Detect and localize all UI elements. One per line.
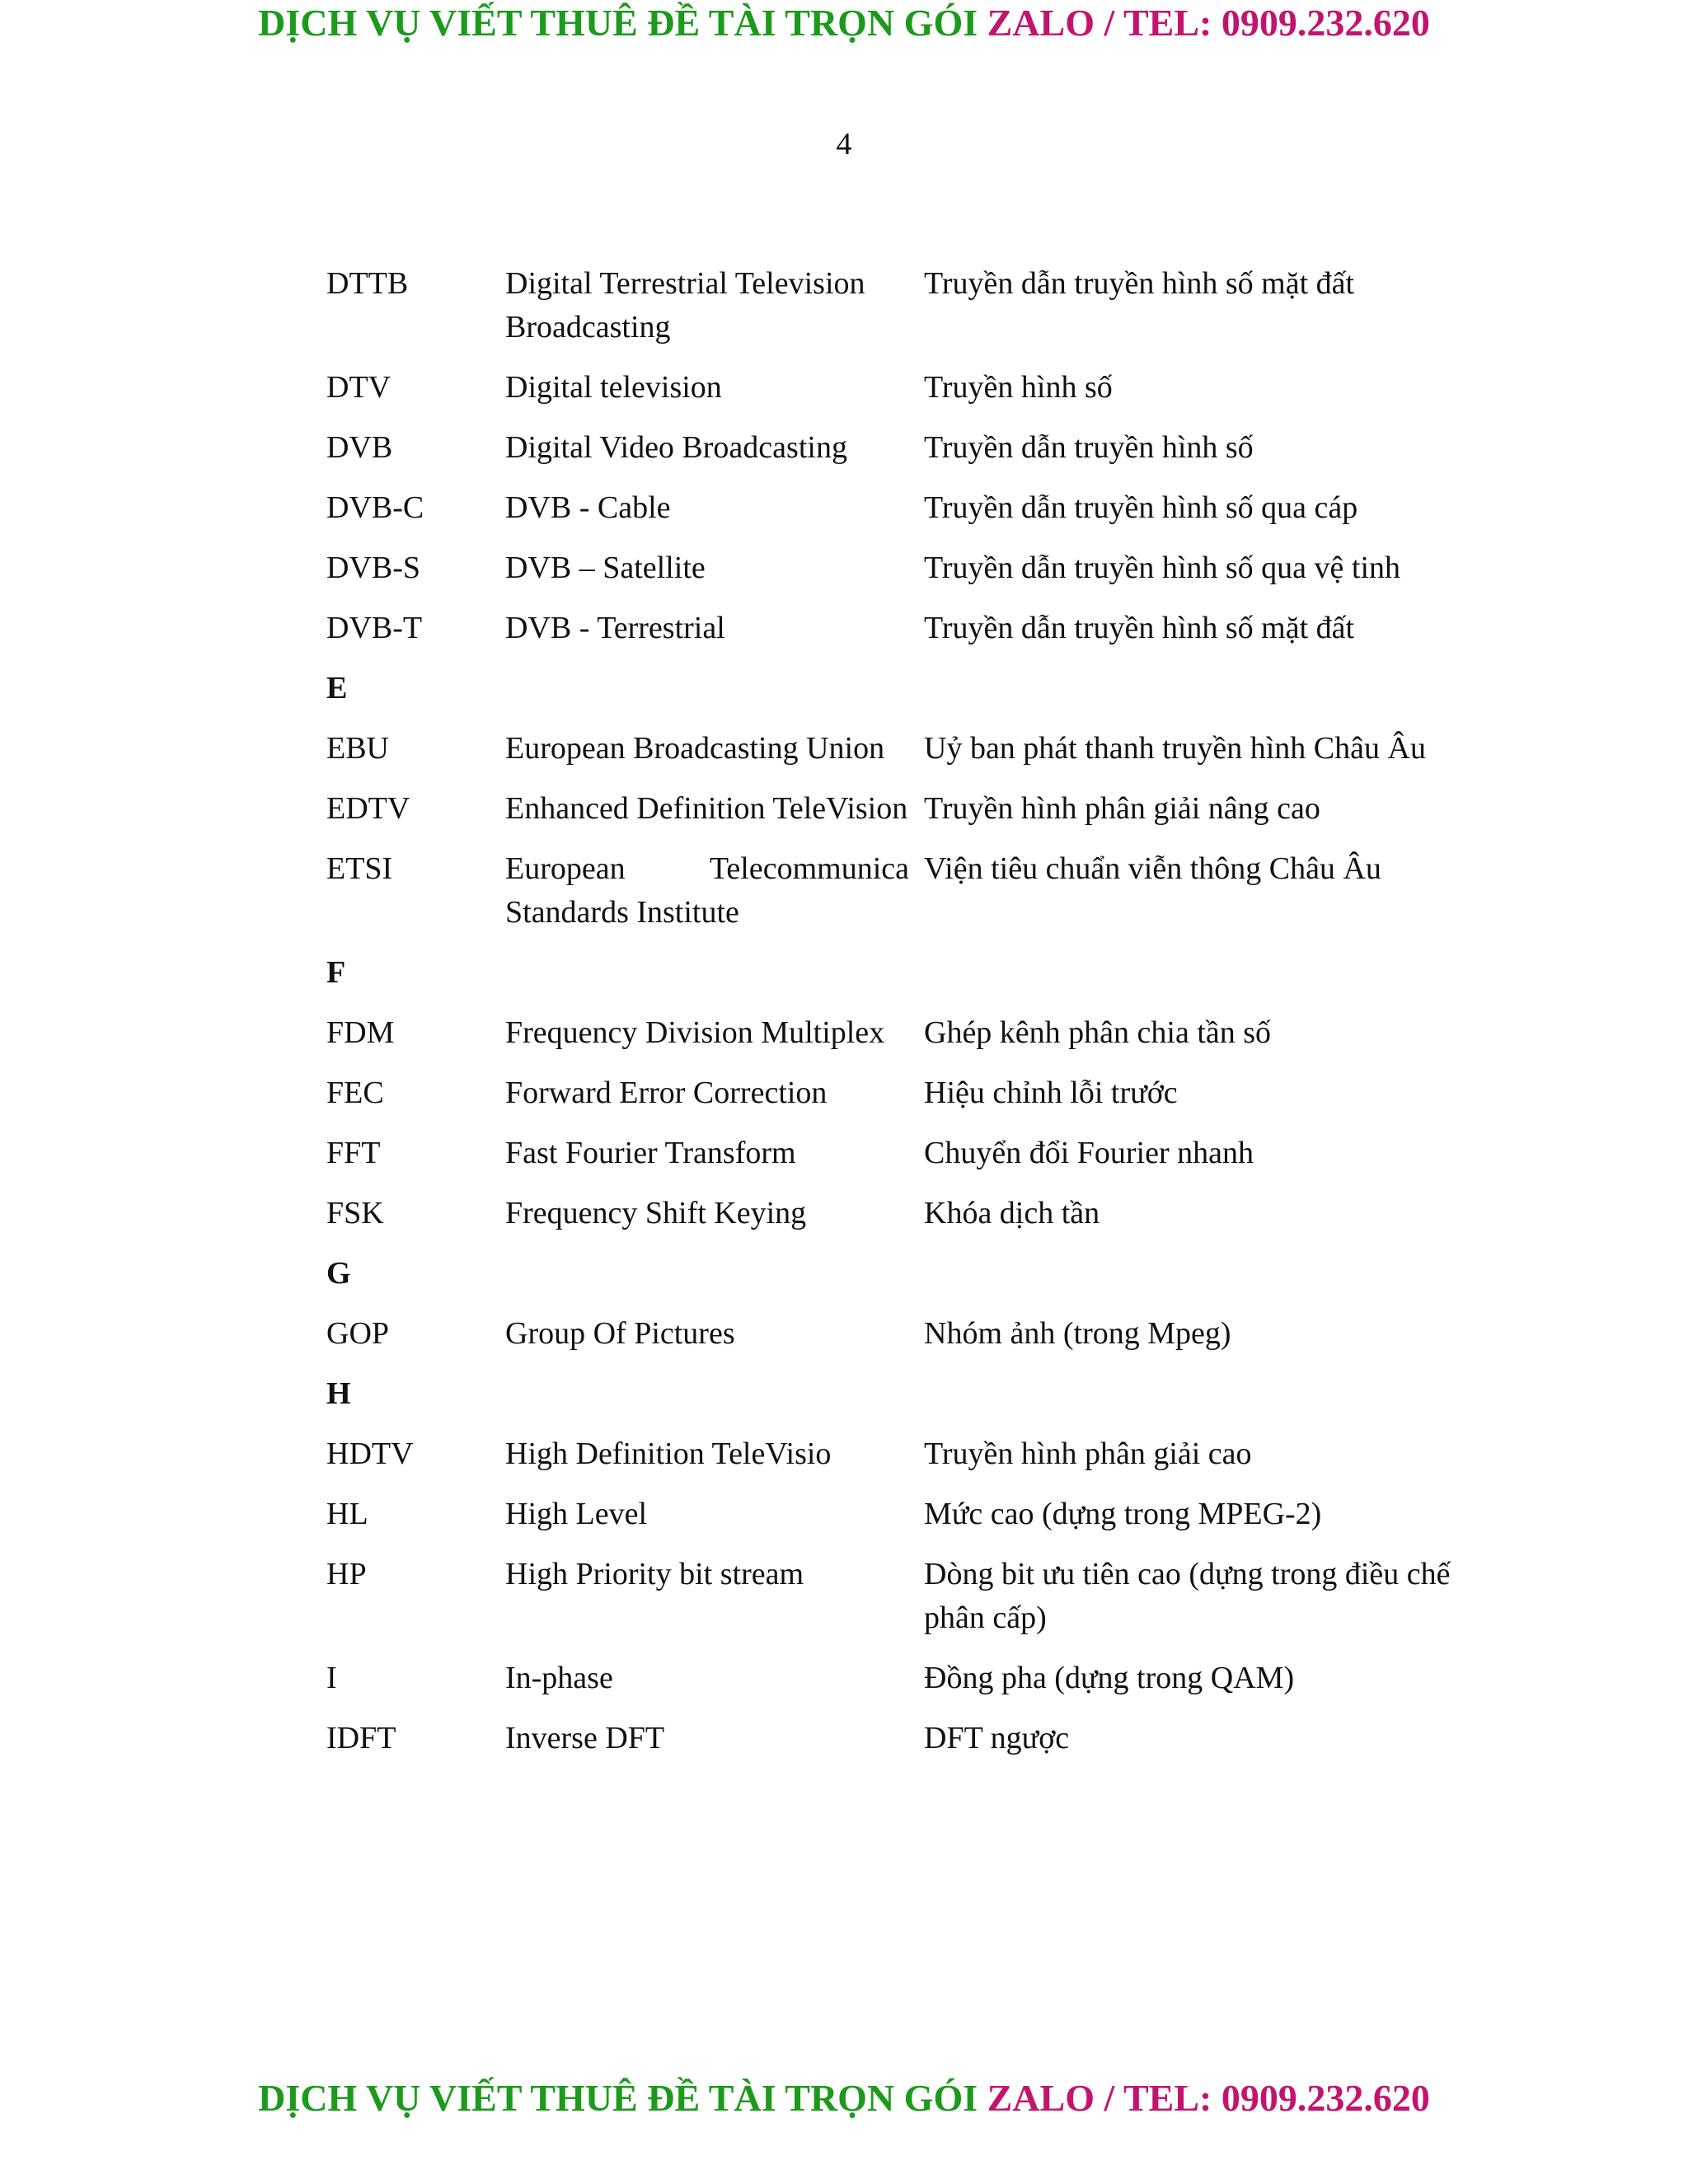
abbreviation: I	[326, 1661, 337, 1695]
english-term: Digital television	[505, 370, 722, 405]
vietnamese-term: Truyền hình phân giải nâng cao	[924, 791, 1320, 826]
english-term: DVB - Terrestrial	[505, 611, 725, 645]
header-contact-text: ZALO / TEL: 0909.232.620	[987, 2, 1430, 44]
english-term: Digital Terrestrial Television Broadcasting	[505, 266, 865, 344]
glossary-row	[326, 1657, 1464, 1700]
english-term: European Telecommunica Standards Institute	[505, 851, 909, 930]
footer-service-text: DỊCH VỤ VIẾT THUÊ ĐỀ TÀI TRỌN GÓI	[258, 2077, 978, 2119]
glossary-row	[326, 546, 1464, 590]
glossary-row	[326, 426, 1464, 470]
footer-contact-text: ZALO / TEL: 0909.232.620	[987, 2077, 1430, 2119]
english-term: High Priority bit stream	[505, 1557, 804, 1591]
section-letter: F	[326, 955, 346, 990]
english-term: High Definition TeleVisio	[505, 1436, 832, 1471]
english-term: Fast Fourier Transform	[505, 1136, 796, 1170]
vietnamese-term: Truyền dẫn truyền hình số qua cáp	[924, 490, 1358, 525]
abbreviation: FEC	[326, 1076, 384, 1110]
abbreviation: GOP	[326, 1316, 390, 1351]
vietnamese-term: Truyền dẫn truyền hình số qua vệ tinh	[924, 551, 1401, 585]
vietnamese-term: Hiệu chỉnh lỗi trước	[924, 1076, 1178, 1110]
glossary-row	[326, 486, 1464, 530]
glossary-row	[326, 1553, 1464, 1640]
english-term: DVB - Cable	[505, 490, 671, 525]
english-term: High Level	[505, 1497, 648, 1531]
footer-banner	[0, 2075, 1688, 2121]
abbreviation: DVB-C	[326, 490, 424, 525]
vietnamese-term: DFT ngược	[924, 1721, 1070, 1755]
abbreviation: DTV	[326, 370, 392, 405]
abbreviation: EBU	[326, 731, 389, 766]
english-term: Enhanced Definition TeleVision	[505, 791, 908, 826]
abbreviation-glossary	[326, 262, 1464, 1777]
abbreviation: DTTB	[326, 266, 409, 301]
glossary-row	[326, 366, 1464, 410]
glossary-row	[326, 1717, 1464, 1760]
page-number: 4	[836, 127, 852, 162]
glossary-row	[326, 1192, 1464, 1235]
vietnamese-term: Truyền dẫn truyền hình số	[924, 430, 1254, 465]
english-term: Inverse DFT	[505, 1721, 665, 1755]
abbreviation: DVB-S	[326, 551, 421, 585]
vietnamese-term: Uỷ ban phát thanh truyền hình Châu Âu	[924, 731, 1426, 766]
abbreviation: ETSI	[326, 851, 393, 886]
abbreviation: HP	[326, 1557, 367, 1591]
vietnamese-term: Dòng bit ưu tiên cao (dựng trong điều chế phân cấp)	[924, 1557, 1451, 1635]
vietnamese-term: Viện tiêu chuẩn viễn thông Châu Âu	[924, 851, 1381, 886]
glossary-row	[326, 1312, 1464, 1356]
english-term: Group Of Pictures	[505, 1316, 735, 1351]
abbreviation: FFT	[326, 1136, 381, 1170]
vietnamese-term: Nhóm ảnh (trong Mpeg)	[924, 1316, 1231, 1351]
english-term: European Broadcasting Union	[505, 731, 885, 766]
vietnamese-term: Truyền hình phân giải cao	[924, 1436, 1252, 1471]
glossary-row	[326, 607, 1464, 650]
english-term: Digital Video Broadcasting	[505, 430, 847, 465]
glossary-row	[326, 787, 1464, 831]
vietnamese-term: Truyền dẫn truyền hình số mặt đất	[924, 266, 1355, 301]
vietnamese-term: Đồng pha (dựng trong QAM)	[924, 1661, 1295, 1695]
vietnamese-term: Truyền dẫn truyền hình số mặt đất	[924, 611, 1355, 645]
abbreviation: FDM	[326, 1015, 395, 1050]
section-letter: G	[326, 1256, 351, 1291]
abbreviation: IDFT	[326, 1721, 396, 1755]
glossary-row	[326, 847, 1464, 935]
abbreviation: HL	[326, 1497, 368, 1531]
vietnamese-term: Truyền hình số	[924, 370, 1113, 405]
abbreviation: DVB-T	[326, 611, 423, 645]
glossary-row	[326, 1493, 1464, 1536]
abbreviation: HDTV	[326, 1436, 414, 1471]
glossary-row	[326, 1071, 1464, 1115]
english-term: Frequency Division Multiplex	[505, 1015, 885, 1050]
abbreviation: DVB	[326, 430, 393, 465]
glossary-row	[326, 1011, 1464, 1055]
vietnamese-term: Mức cao (dựng trong MPEG-2)	[924, 1497, 1322, 1531]
vietnamese-term: Ghép kênh phân chia tần số	[924, 1015, 1272, 1050]
english-term: DVB – Satellite	[505, 551, 706, 585]
section-letter: H	[326, 1376, 351, 1411]
header-service-text: DỊCH VỤ VIẾT THUÊ ĐỀ TÀI TRỌN GÓI	[258, 2, 978, 44]
glossary-row	[326, 262, 1464, 349]
abbreviation: FSK	[326, 1196, 384, 1230]
english-term: Frequency Shift Keying	[505, 1196, 807, 1230]
header-banner	[0, 0, 1688, 46]
glossary-row	[326, 1432, 1464, 1476]
vietnamese-term: Khóa dịch tần	[924, 1196, 1100, 1230]
glossary-row	[326, 1132, 1464, 1175]
vietnamese-term: Chuyển đổi Fourier nhanh	[924, 1136, 1254, 1170]
english-term: In-phase	[505, 1661, 613, 1695]
abbreviation: EDTV	[326, 791, 410, 826]
english-term: Forward Error Correction	[505, 1076, 828, 1110]
glossary-row	[326, 727, 1464, 771]
section-letter: E	[326, 671, 348, 705]
